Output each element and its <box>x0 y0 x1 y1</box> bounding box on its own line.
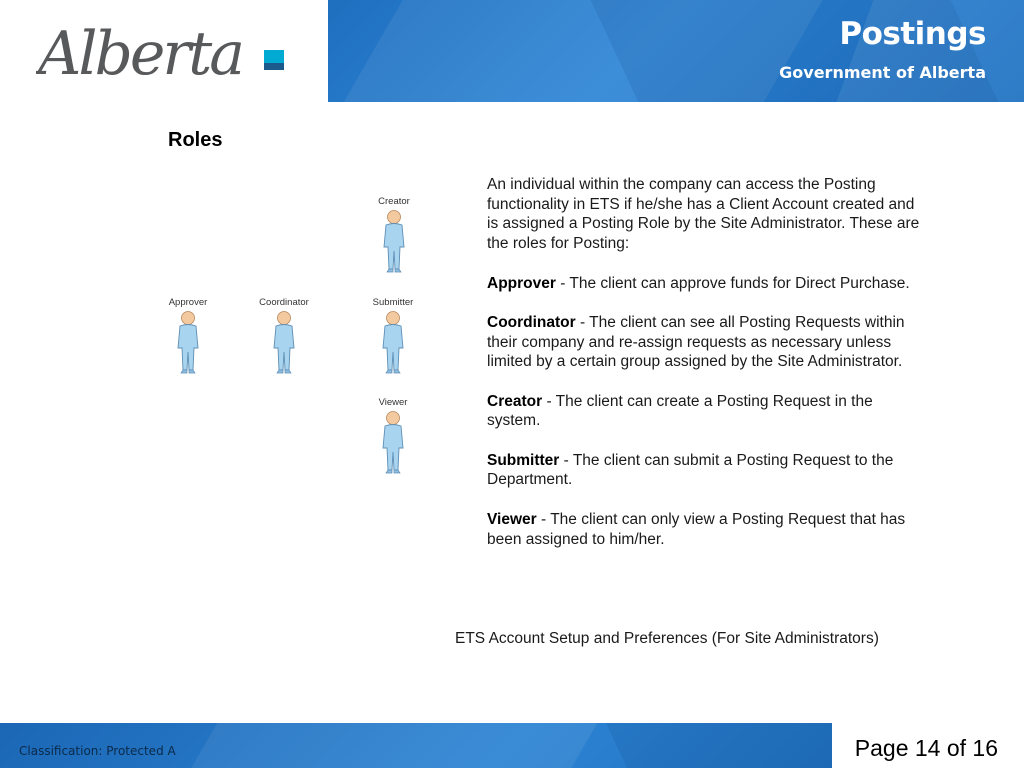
role-label: Submitter <box>372 297 414 308</box>
page-number: Page 14 of 16 <box>854 735 998 761</box>
alberta-logo <box>36 8 296 88</box>
role-text: - The client can approve funds for Direct Purchase. <box>555 274 910 292</box>
logo-area <box>0 0 328 102</box>
role-figure-viewer <box>363 396 423 474</box>
logo-square-shadow <box>264 63 284 70</box>
person-icon <box>378 209 410 273</box>
title-banner <box>328 0 1024 102</box>
roles-description <box>487 175 927 569</box>
person-icon <box>268 310 300 374</box>
account-setup-link[interactable]: ETS Account Setup and Preferences (For Site Administrators) <box>455 630 879 647</box>
role-figure-coordinator <box>254 296 314 374</box>
role-approver-desc <box>487 274 927 294</box>
role-figure-approver <box>158 296 218 374</box>
role-coordinator-desc <box>487 313 927 372</box>
logo-wordmark: Alberta <box>38 19 242 88</box>
header <box>0 0 1024 102</box>
footer <box>0 723 1024 768</box>
page-number-box <box>832 723 1024 768</box>
role-label: Viewer <box>378 397 408 408</box>
role-name: Submitter <box>487 451 560 469</box>
role-text: - The client can see all Posting Requests within their company and re-assign requests as necessary unless limited by a certain group assigned by the Site Administrator. <box>487 313 905 371</box>
role-name: Viewer <box>487 510 537 528</box>
role-name: Approver <box>487 274 556 292</box>
role-figure-submitter <box>363 296 423 374</box>
role-submitter-desc <box>487 451 927 490</box>
person-icon <box>172 310 204 374</box>
footer-decor <box>165 723 614 768</box>
banner-title: Postings <box>839 16 986 52</box>
classification-label: Classification: Protected A <box>19 744 176 758</box>
role-label: Approver <box>168 297 208 308</box>
role-text: - The client can only view a Posting Request that has been assigned to him/her. <box>487 510 906 548</box>
role-label: Coordinator <box>259 297 309 308</box>
section-title: Roles <box>168 129 223 151</box>
role-viewer-desc <box>487 510 927 549</box>
intro-paragraph: An individual within the company can access the Posting functionality in ETS if he/she has a Client Account created and is assigned a Posting Role by the Site Administrator. These are the roles for Posting: <box>487 176 920 253</box>
role-text: - The client can submit a Posting Request to the Department. <box>487 451 894 489</box>
role-figure-creator <box>364 195 424 273</box>
person-icon <box>377 310 409 374</box>
banner-subtitle: Government of Alberta <box>779 63 986 82</box>
person-icon <box>377 410 409 474</box>
role-name: Creator <box>487 392 543 410</box>
role-text: - The client can create a Posting Request in the system. <box>487 392 873 430</box>
role-label: Creator <box>378 196 410 207</box>
role-creator-desc <box>487 392 927 431</box>
role-name: Coordinator <box>487 313 576 331</box>
